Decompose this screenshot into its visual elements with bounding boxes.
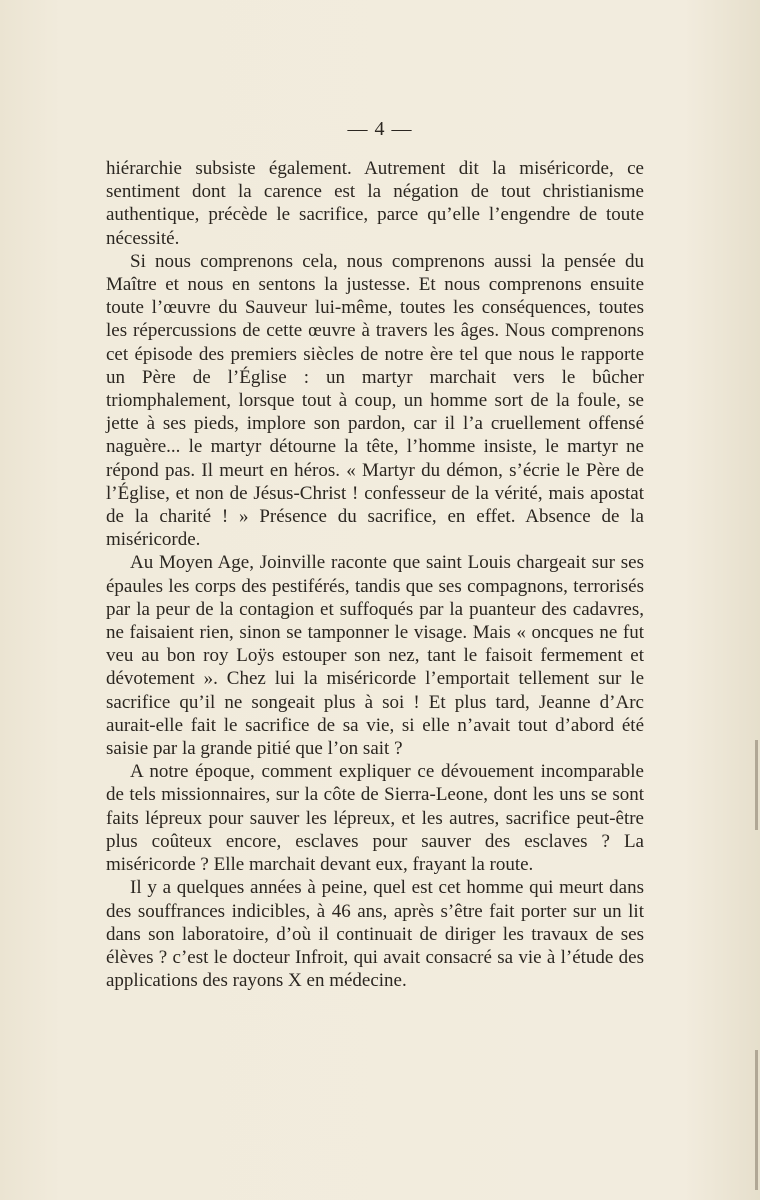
paragraph-1: hiérarchie subsiste également. Autrement dit la miséricorde, ce sentiment dont la carence est la négation de tout christianisme authentique, précède le sacrifice, parce qu’elle l’engendre de toute nécessité.: [106, 158, 644, 249]
page-edge-shadow: [755, 1050, 758, 1190]
paragraph-5: Il y a quelques années à peine, quel est cet homme qui meurt dans des souffrances indicibles, à 46 ans, après s’être fait porter sur un lit dans son laboratoire, d’où il continuait de diriger les travaux de ses élèves ? c’est le docteur Infroit, qui avait consacré sa vie à l’étude des applications des rayons X en médecine.: [106, 877, 644, 992]
body-text: [106, 157, 644, 992]
paragraph-2: Si nous comprenons cela, nous comprenons aussi la pensée du Maître et nous en sentons la justesse. Et nous comprenons ensuite toute l’œuvre du Sauveur lui-même, toutes les conséquences, toutes les répercussions de cette œuvre à travers les âges. Nous comprenons cet épisode des premiers siècles de notre ère tel que nous le rapporte un Père de l’Église : un martyr marchait vers le bûcher triomphalement, lorsque tout à coup, un homme sort de la foule, se jette à ses pieds, implore son pardon, car il l’a cruellement offensé naguère... le martyr détourne la tête, l’homme insiste, le martyr ne répond pas. Il meurt en héros. « Martyr du démon, s’écrie le Père de l’Église, et non de Jésus-Christ ! confesseur de la vérité, mais apostat de la charité ! » Présence du sacrifice, en effet. Absence de la miséricorde.: [106, 250, 644, 551]
paragraph-4: A notre époque, comment expliquer ce dévouement incomparable de tels missionnaires, sur la côte de Sierra-Leone, dont les uns se sont faits lépreux pour sauver les lépreux, et les autres, sacrifice peut-être plus coûteux encore, esclaves pour sauver des esclaves ? La miséricorde ? Elle marchait devant eux, frayant la route.: [106, 761, 644, 876]
page-edge-shadow: [755, 740, 758, 830]
page-number: — 4 —: [347, 118, 413, 140]
paragraph-3: Au Moyen Age, Joinville raconte que saint Louis chargeait sur ses épaules les corps des pestiférés, tandis que ses compagnons, terrorisés par la peur de la contagion et suffoqués par la puanteur des cadavres, ne faisaient rien, sinon se tamponner le visage. Mais « oncques ne fut veu au bon roy Loÿs estouper son nez, tant le faisoit fermement et dévotement ». Chez lui la miséricorde l’emportait tellement sur le sacrifice qu’il ne songeait plus à soi ! Et plus tard, Jeanne d’Arc aurait-elle fait le sacrifice de sa vie, si elle n’avait tout d’abord été saisie par la grande pitié que l’on sait ?: [106, 552, 644, 760]
